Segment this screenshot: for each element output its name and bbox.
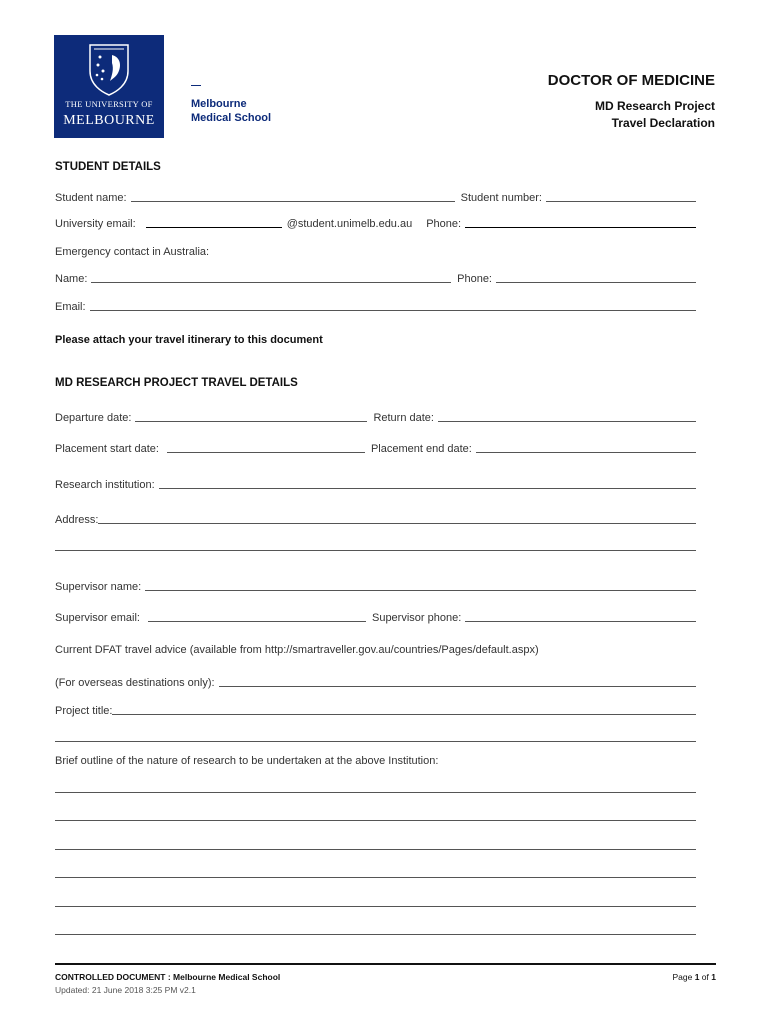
student-number-field[interactable]	[546, 191, 696, 202]
outline-field-line-6[interactable]	[55, 934, 696, 935]
placement-dates-row	[55, 440, 696, 455]
research-outline-label: Brief outline of the nature of research to be undertaken at the above Institution:	[55, 755, 439, 767]
supervisor-email-field[interactable]	[148, 611, 366, 622]
departure-date-field[interactable]	[135, 411, 367, 422]
departure-date-label: Departure date:	[55, 412, 132, 424]
page-total: 1	[711, 972, 716, 982]
student-number-label: Student number:	[460, 192, 542, 204]
address-field-line-2[interactable]	[55, 550, 696, 551]
school-dash	[191, 85, 201, 86]
student-name-field[interactable]	[131, 191, 455, 202]
student-name-label: Student name:	[55, 192, 127, 204]
email-domain: @student.unimelb.edu.au	[286, 218, 413, 230]
address-label: Address:	[55, 514, 99, 526]
supervisor-name-field[interactable]	[145, 580, 696, 591]
school-line-2: Medical School	[191, 112, 272, 124]
dates-row	[55, 409, 696, 424]
institution-row	[55, 476, 696, 491]
emergency-phone-label: Phone:	[457, 273, 492, 285]
emergency-email-row	[55, 298, 696, 313]
supervisor-name-label: Supervisor name:	[55, 581, 142, 593]
overseas-advice-field[interactable]	[219, 676, 696, 687]
outline-field-line-4[interactable]	[55, 877, 696, 878]
crest-icon	[86, 41, 132, 97]
emergency-phone-field[interactable]	[496, 272, 696, 283]
emergency-email-field[interactable]	[90, 300, 696, 311]
research-institution-field[interactable]	[159, 478, 696, 489]
university-email-label: University email:	[55, 218, 136, 230]
school-line-1: Melbourne	[191, 98, 247, 110]
placement-start-label: Placement start date:	[55, 443, 159, 455]
school-name	[191, 85, 271, 125]
supervisor-contact-row	[55, 609, 696, 624]
project-title-label: Project title:	[55, 705, 113, 717]
document-title: DOCTOR OF MEDICINE	[547, 72, 715, 89]
research-institution-label: Research institution:	[55, 479, 155, 491]
document-subtitle	[595, 98, 715, 132]
page-indicator	[672, 972, 716, 982]
overseas-label: (For overseas destinations only):	[55, 677, 215, 689]
footer-divider	[55, 963, 716, 965]
attach-itinerary-note: Please attach your travel itinerary to this document	[55, 334, 323, 346]
address-field[interactable]	[98, 513, 696, 524]
university-email-row	[55, 215, 696, 230]
return-date-label: Return date:	[373, 412, 434, 424]
placement-start-field[interactable]	[167, 442, 365, 453]
project-title-field-line-2[interactable]	[55, 741, 696, 742]
outline-field-line-3[interactable]	[55, 849, 696, 850]
page-prefix: Page	[672, 972, 693, 982]
university-logo	[54, 35, 164, 138]
controlled-document-label: CONTROLLED DOCUMENT : Melbourne Medical School	[55, 972, 281, 982]
dfat-advice-label: Current DFAT travel advice (available from http://smartraveller.gov.au/countries/Pages/default.aspx)	[55, 644, 539, 656]
return-date-field[interactable]	[438, 411, 696, 422]
student-details-heading: STUDENT DETAILS	[55, 161, 161, 173]
outline-row	[55, 752, 696, 767]
outline-field-line-2[interactable]	[55, 820, 696, 821]
project-title-field[interactable]	[112, 704, 696, 715]
emergency-name-field[interactable]	[91, 272, 451, 283]
supervisor-phone-field[interactable]	[465, 611, 696, 622]
placement-end-field[interactable]	[476, 442, 696, 453]
supervisor-name-row	[55, 578, 696, 593]
travel-details-heading: MD RESEARCH PROJECT TRAVEL DETAILS	[55, 377, 298, 389]
overseas-row	[55, 674, 696, 689]
page-number: 1	[694, 972, 700, 982]
university-email-field[interactable]	[146, 217, 282, 228]
emergency-contact-row	[55, 243, 696, 258]
logo-line-2: MELBOURNE	[63, 113, 155, 128]
supervisor-email-label: Supervisor email:	[55, 612, 140, 624]
emergency-name-row	[55, 270, 696, 285]
updated-timestamp: Updated: 21 June 2018 3:25 PM v2.1	[55, 985, 196, 995]
page-of: of	[701, 972, 709, 982]
emergency-contact-label: Emergency contact in Australia:	[55, 246, 210, 258]
outline-field-line-5[interactable]	[55, 906, 696, 907]
student-phone-field[interactable]	[465, 217, 696, 228]
student-name-row	[55, 189, 696, 204]
placement-end-label: Placement end date:	[370, 443, 472, 455]
emergency-email-label: Email:	[55, 301, 86, 313]
emergency-name-label: Name:	[55, 273, 88, 285]
dfat-advice-row	[55, 641, 696, 656]
logo-line-1: THE UNIVERSITY OF	[65, 99, 153, 109]
subtitle-line-1: MD Research Project	[594, 99, 715, 113]
subtitle-line-2: Travel Declaration	[611, 116, 715, 130]
outline-field-line-1[interactable]	[55, 792, 696, 793]
supervisor-phone-label: Supervisor phone:	[371, 612, 462, 624]
address-row	[55, 511, 696, 526]
project-title-row	[55, 702, 696, 717]
student-phone-label: Phone:	[426, 218, 462, 230]
